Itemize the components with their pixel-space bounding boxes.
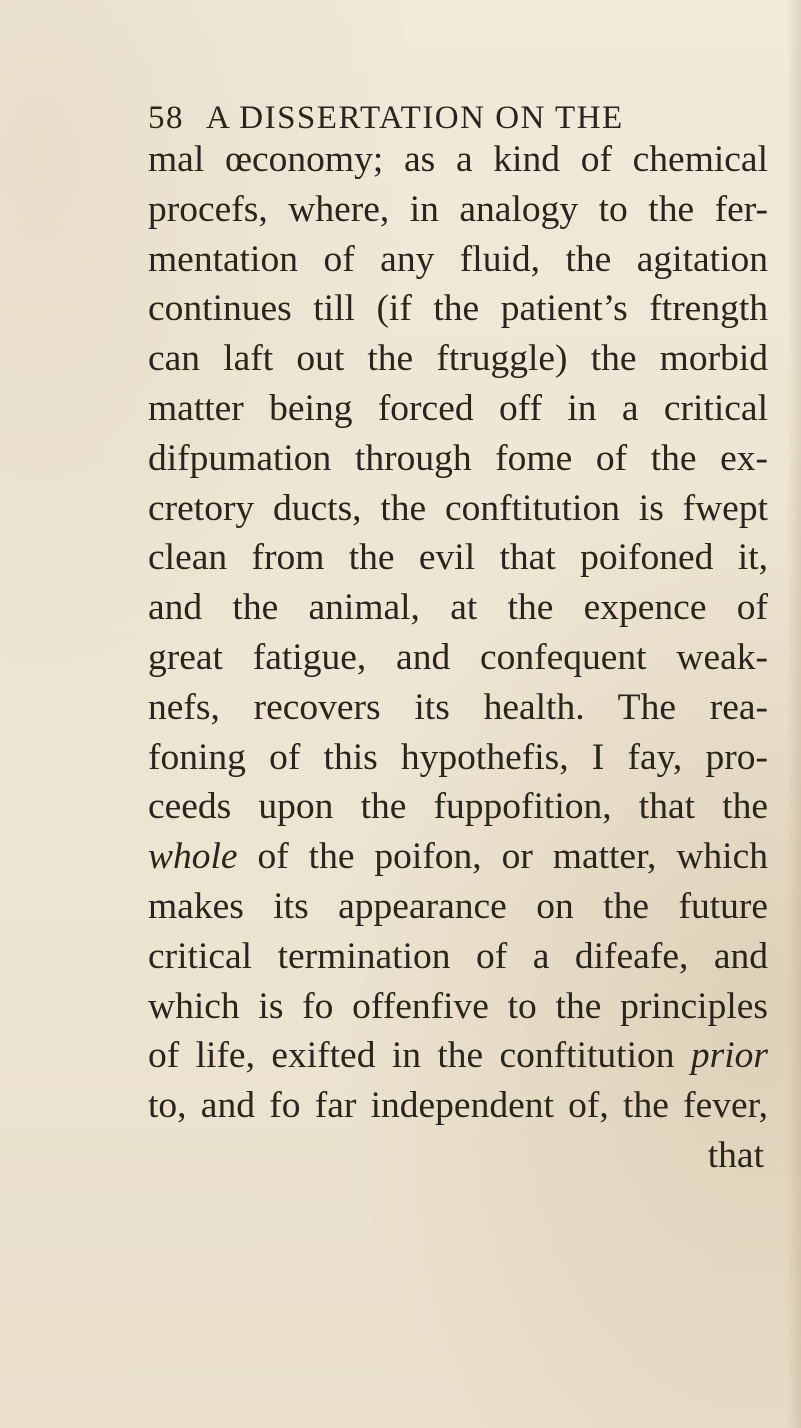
text-line: procefs, where, in analogy to the fer-: [148, 188, 768, 230]
text-line: makes its appearance on the future: [148, 885, 768, 927]
text-line: continues till (if the patient’s ftrength: [148, 288, 768, 330]
text-line: can laft out the ftruggle) the morbid: [148, 338, 768, 380]
text-segment: of the poifon, or matter, which: [237, 836, 768, 878]
text-line: mal œconomy; as a kind of chemical: [148, 139, 768, 180]
italic-word: prior: [690, 1035, 768, 1077]
text-line: and the animal, at the expence of: [148, 587, 768, 629]
text-line: to, and fo far independent of, the fever,: [148, 1085, 768, 1127]
text-line: difpumation through fome of the ex-: [148, 437, 768, 479]
running-head: [148, 100, 624, 137]
text-line: cretory ducts, the conftitution is fwept: [148, 487, 768, 529]
catchword: that: [707, 1134, 764, 1176]
text-line: ceeds upon the fuppofition, that the: [148, 786, 768, 828]
text-line: [148, 1031, 768, 1081]
text-line: matter being forced off in a critical: [148, 387, 768, 429]
text-line: which is fo offenfive to the principles: [148, 985, 768, 1027]
text-segment: of life, exifted in the conftitution: [148, 1035, 691, 1077]
running-title: A DISSERTATION ON THE: [206, 100, 624, 136]
text-line: [148, 832, 768, 882]
text-line: nefs, recovers its health. The rea-: [148, 686, 768, 728]
text-line: critical termination of a difeafe, and: [148, 935, 768, 977]
body-text: [148, 135, 768, 1181]
italic-word: whole: [148, 836, 238, 878]
page-number: 58: [148, 100, 184, 136]
page-edge-shadow: [787, 0, 801, 1428]
text-line: great fatigue, and confequent weak-: [148, 636, 768, 678]
text-line: mentation of any fluid, the agitation: [148, 238, 768, 280]
text-line: foning of this hypothefis, I fay, pro-: [148, 736, 768, 778]
text-line: clean from the evil that poifoned it,: [148, 537, 768, 579]
